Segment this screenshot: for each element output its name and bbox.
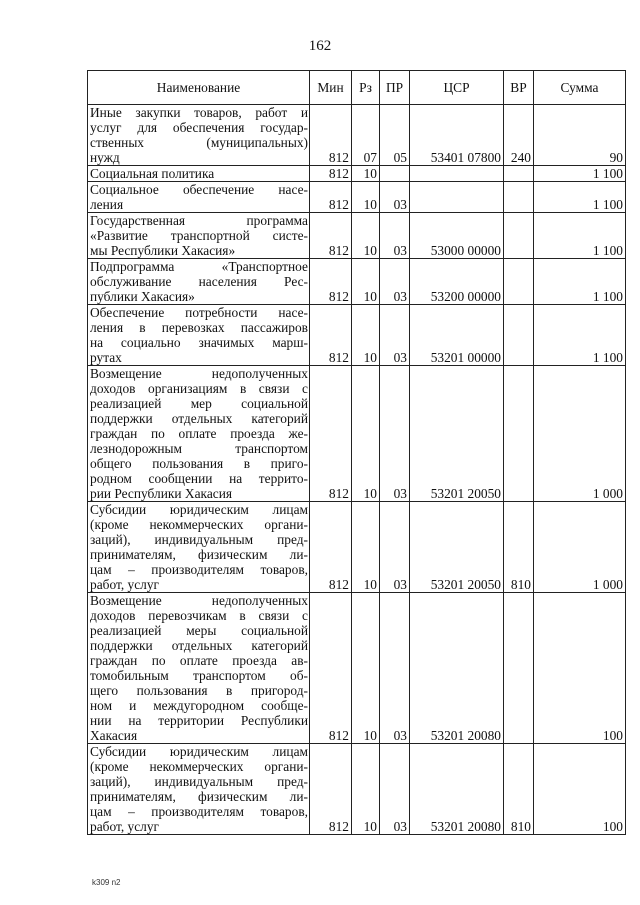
- cell-pr: 03: [380, 182, 410, 213]
- name-line: Подпрограмма «Транспортное: [90, 259, 308, 274]
- cell-pr: [380, 166, 410, 182]
- table-row: [88, 593, 626, 744]
- name-line: ления: [90, 197, 124, 212]
- table-row: [88, 305, 626, 366]
- cell-sum: 1 100: [534, 259, 626, 305]
- name-line: доходов перевозчикам в связи с: [90, 608, 308, 623]
- cell-sum: 100: [534, 744, 626, 835]
- cell-sum: 1 100: [534, 182, 626, 213]
- cell-min: 812: [310, 366, 352, 502]
- cell-sum: 1 000: [534, 366, 626, 502]
- cell-rz: 10: [352, 182, 380, 213]
- name-line: мы Республики Хакасия»: [90, 243, 236, 258]
- name-line: томобильным транспортом об-: [90, 668, 308, 683]
- name-line: ственных (муниципальных): [90, 135, 308, 150]
- cell-sum: 90: [534, 105, 626, 166]
- name-line: Социальное обеспечение насе-: [90, 182, 308, 197]
- name-line: ления в перевозках пассажиров: [90, 320, 308, 335]
- cell-name: [88, 593, 310, 744]
- name-line: заций), индивидуальным пред-: [90, 774, 308, 789]
- name-line: обслуживание населения Рес-: [90, 274, 308, 289]
- name-line: работ, услуг: [90, 819, 160, 834]
- table-row: [88, 366, 626, 502]
- name-line: услуг для обеспечения государ-: [90, 120, 308, 135]
- name-line: Субсидии юридическим лицам: [90, 502, 308, 517]
- column-header-name: Наименование: [88, 71, 310, 105]
- column-header-csr: ЦСР: [410, 71, 504, 105]
- page-number: 162: [308, 38, 332, 54]
- cell-rz: 10: [352, 213, 380, 259]
- cell-rz: 10: [352, 259, 380, 305]
- name-line: щего пользования в пригород-: [90, 683, 308, 698]
- cell-min: 812: [310, 593, 352, 744]
- column-header-vr: ВР: [504, 71, 534, 105]
- cell-name: [88, 744, 310, 835]
- cell-vr: [504, 213, 534, 259]
- table-row: [88, 105, 626, 166]
- cell-csr: 53201 20080: [410, 744, 504, 835]
- cell-sum: 1 000: [534, 502, 626, 593]
- cell-pr: 03: [380, 366, 410, 502]
- name-line: Возмещение недополученных: [90, 366, 308, 381]
- name-line: поддержки отдельных категорий: [90, 638, 308, 653]
- table-row: [88, 213, 626, 259]
- name-line: лезнодорожным транспортом: [90, 441, 308, 456]
- cell-rz: 10: [352, 502, 380, 593]
- cell-pr: 03: [380, 744, 410, 835]
- column-header-min: Мин: [310, 71, 352, 105]
- name-line: Возмещение недополученных: [90, 593, 308, 608]
- cell-vr: [504, 259, 534, 305]
- cell-rz: 10: [352, 744, 380, 835]
- name-line: доходов организациям в связи с: [90, 381, 308, 396]
- cell-min: 812: [310, 105, 352, 166]
- cell-vr: [504, 166, 534, 182]
- cell-min: 812: [310, 213, 352, 259]
- cell-rz: 07: [352, 105, 380, 166]
- cell-csr: 53200 00000: [410, 259, 504, 305]
- name-line: ном и междугородном сообще-: [90, 698, 308, 713]
- name-line: цам – производителям товаров,: [90, 804, 308, 819]
- column-header-sum: Сумма: [534, 71, 626, 105]
- cell-name: [88, 366, 310, 502]
- name-line: поддержки отдельных категорий: [90, 411, 308, 426]
- cell-min: 812: [310, 305, 352, 366]
- name-line: (кроме некоммерческих органи-: [90, 517, 308, 532]
- cell-pr: 05: [380, 105, 410, 166]
- name-line: Хакасия: [90, 728, 138, 743]
- column-header-rz: Рз: [352, 71, 380, 105]
- cell-pr: 03: [380, 305, 410, 366]
- name-line: принимателям, физическим ли-: [90, 789, 308, 804]
- cell-csr: 53000 00000: [410, 213, 504, 259]
- cell-csr: 53201 20080: [410, 593, 504, 744]
- cell-min: 812: [310, 182, 352, 213]
- cell-sum: 100: [534, 593, 626, 744]
- table-header-row: [88, 71, 626, 105]
- cell-min: 812: [310, 502, 352, 593]
- footer-code: k309 n2: [92, 878, 121, 887]
- name-line: реализацией мер социальной: [90, 396, 308, 411]
- cell-min: 812: [310, 744, 352, 835]
- cell-name: [88, 105, 310, 166]
- table-body: [88, 105, 626, 835]
- name-line: родном сообщении на террито-: [90, 471, 308, 486]
- cell-name: [88, 502, 310, 593]
- cell-sum: 1 100: [534, 305, 626, 366]
- name-line: Субсидии юридическим лицам: [90, 744, 308, 759]
- cell-vr: 810: [504, 744, 534, 835]
- cell-name: [88, 213, 310, 259]
- name-line: «Развитие транспортной систе-: [90, 228, 308, 243]
- table-row: [88, 259, 626, 305]
- name-line: принимателям, физическим ли-: [90, 547, 308, 562]
- cell-csr: [410, 166, 504, 182]
- cell-vr: [504, 366, 534, 502]
- cell-name: [88, 305, 310, 366]
- name-line: реализацией меры социальной: [90, 623, 308, 638]
- cell-vr: 810: [504, 502, 534, 593]
- name-line: публики Хакасия»: [90, 289, 195, 304]
- cell-name: [88, 259, 310, 305]
- name-line: общего пользования в приго-: [90, 456, 308, 471]
- name-line: Социальная политика: [90, 166, 215, 181]
- name-line: заций), индивидуальным пред-: [90, 532, 308, 547]
- name-line: работ, услуг: [90, 577, 160, 592]
- cell-sum: 1 100: [534, 166, 626, 182]
- name-line: граждан по оплате проезда же-: [90, 426, 308, 441]
- cell-vr: [504, 182, 534, 213]
- name-line: Государственная программа: [90, 213, 308, 228]
- cell-rz: 10: [352, 593, 380, 744]
- table-row: [88, 502, 626, 593]
- name-line: нии на территории Республики: [90, 713, 308, 728]
- budget-table: [87, 70, 626, 835]
- name-line: цам – производителям товаров,: [90, 562, 308, 577]
- cell-pr: 03: [380, 502, 410, 593]
- cell-name: [88, 182, 310, 213]
- cell-csr: 53201 20050: [410, 502, 504, 593]
- cell-rz: 10: [352, 305, 380, 366]
- cell-pr: 03: [380, 593, 410, 744]
- name-line: рии Республики Хакасия: [90, 486, 233, 501]
- table-row: [88, 166, 626, 182]
- name-line: граждан по оплате проезда ав-: [90, 653, 308, 668]
- cell-vr: 240: [504, 105, 534, 166]
- cell-pr: 03: [380, 213, 410, 259]
- name-line: на социально значимых марш-: [90, 335, 308, 350]
- cell-csr: 53201 00000: [410, 305, 504, 366]
- cell-pr: 03: [380, 259, 410, 305]
- cell-min: 812: [310, 166, 352, 182]
- cell-rz: 10: [352, 366, 380, 502]
- cell-min: 812: [310, 259, 352, 305]
- name-line: Обеспечение потребности насе-: [90, 305, 308, 320]
- cell-vr: [504, 593, 534, 744]
- table-row: [88, 744, 626, 835]
- name-line: Иные закупки товаров, работ и: [90, 105, 308, 120]
- cell-name: [88, 166, 310, 182]
- cell-vr: [504, 305, 534, 366]
- name-line: рутах: [90, 350, 122, 365]
- cell-csr: 53201 20050: [410, 366, 504, 502]
- column-header-pr: ПР: [380, 71, 410, 105]
- name-line: (кроме некоммерческих органи-: [90, 759, 308, 774]
- cell-csr: 53401 07800: [410, 105, 504, 166]
- cell-sum: 1 100: [534, 213, 626, 259]
- table-row: [88, 182, 626, 213]
- cell-csr: [410, 182, 504, 213]
- cell-rz: 10: [352, 166, 380, 182]
- name-line: нужд: [90, 150, 120, 165]
